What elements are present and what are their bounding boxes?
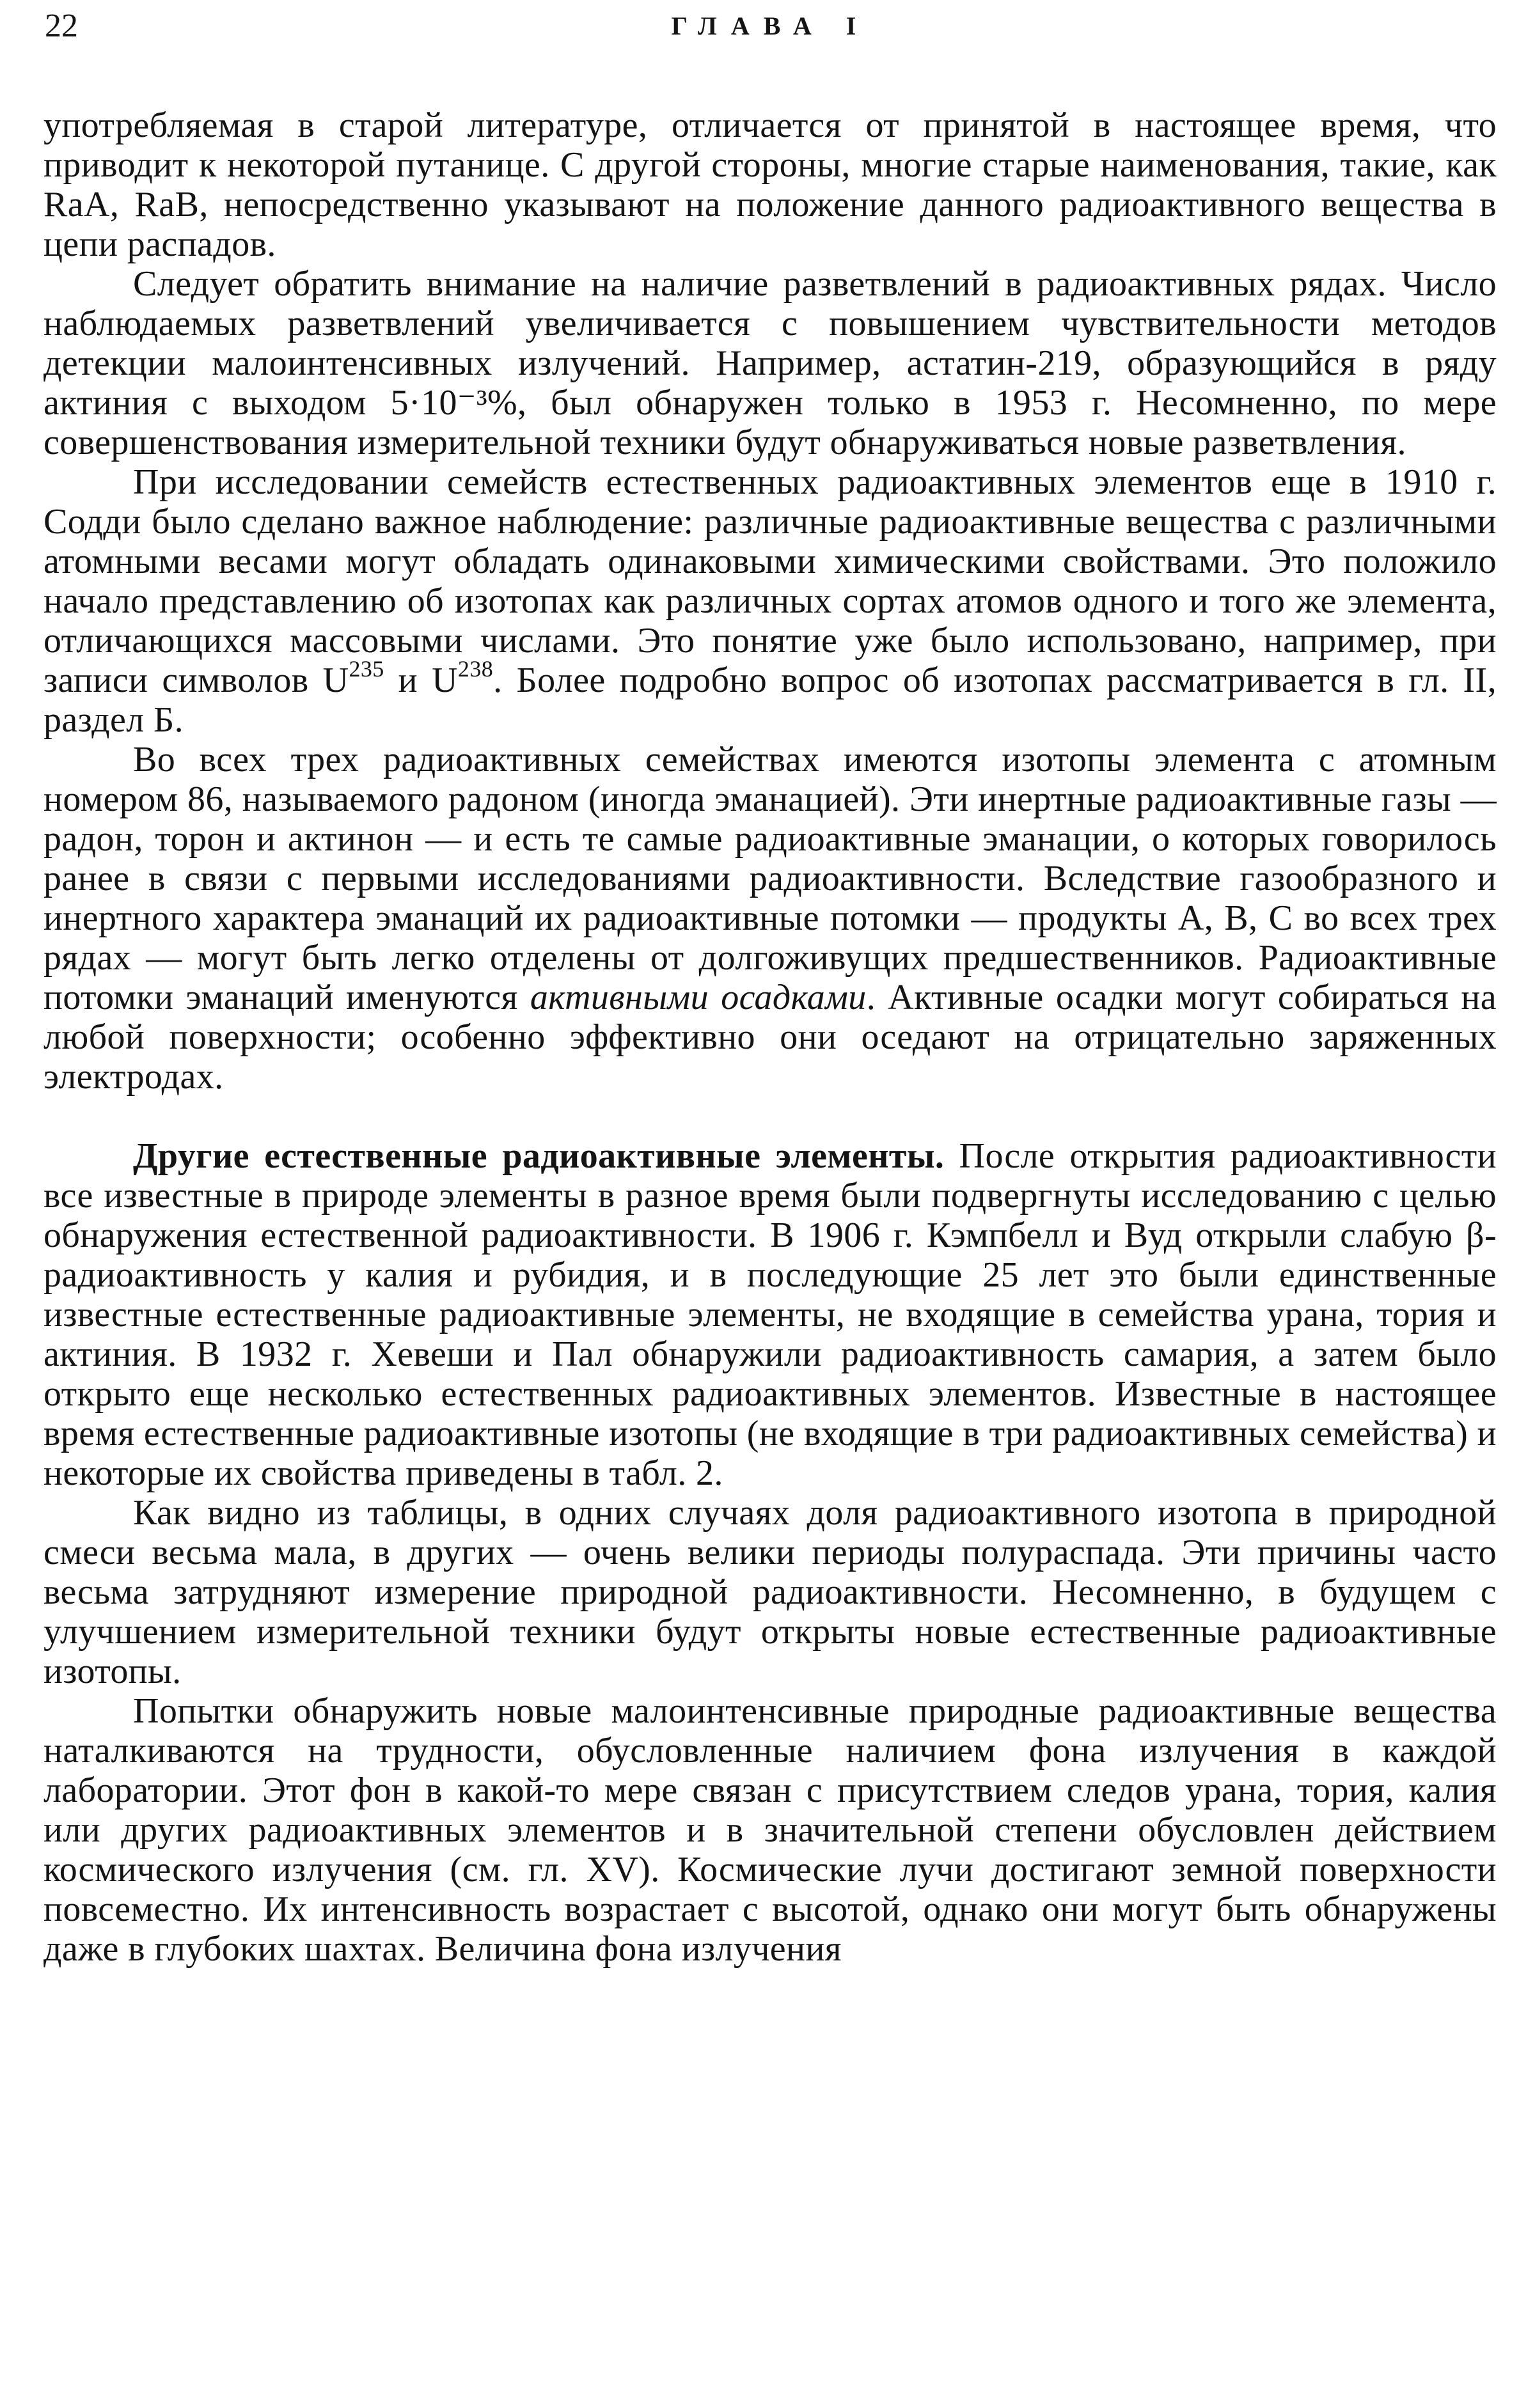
section-heading: Другие естественные радиоактивные элементы.	[133, 1136, 945, 1176]
paragraph-emanations	[43, 740, 1497, 1097]
paragraph-continuation: употребляемая в старой литературе, отличается от принятой в настоящее время, что приводит к некоторой путанице. С другой стороны, многие старые наименования, такие, как RaA, RaB, непосредственно указывают на положение данного радиоактивного вещества в цепи распадов.	[43, 106, 1497, 264]
paragraph-background: Попытки обнаружить новые малоинтенсивные природные радиоактивные вещества наталкиваются на трудности, обусловленные наличием фона излучения в каждой лаборатории. Этот фон в какой-то мере связан с присутствием следов урана, тория, калия или других радиоактивных элементов и в значительной степени обусловлен действием космического излучения (см. гл. XV). Космические лучи достигают земной поверхности повсеместно. Их интенсивность возрастает с высотой, однако они могут быть обнаружены даже в глубоких шахтах. Величина фона излучения	[43, 1691, 1497, 1969]
isotopes-text: При исследовании семейств естественных радиоактивных элементов еще в 1910 г. Содди было сделано важное наблюдение: различные радиоактивные вещества с различными атомными весами могут обладать одинаковыми химическими свойствами. Это положило начало представлению об изотопах как различных сортах атомов одного и того же элемента, отличающихся массовыми числами. Это понятие уже было использовано, например, при записи символов U	[43, 462, 1497, 700]
paragraph-isotopes	[43, 462, 1497, 740]
other-elements-text: После открытия радиоактивности все известные в природе элементы в разное время были подвергнуты исследованию с целью обнаружения естественной радиоактивности. В 1906 г. Кэмпбелл и Вуд открыли слабую β-радиоактивность у калия и рубидия, и в последующие 25 лет это были единственные известные естественные радиоактивные элементы, не входящие в семейства урана, тория и актиния. В 1932 г. Хевеши и Пал обнаружили радиоактивность самария, а затем было открыто еще несколько естественных радиоактивных элементов. Известные в настоящее время естественные радиоактивные изотопы (не входящие в три радиоактивных семейства) и некоторые их свойства приведены в табл. 2.	[43, 1136, 1497, 1493]
paragraph-other-elements	[43, 1136, 1497, 1493]
isotopes-text-middle: и U	[384, 661, 458, 700]
paragraph-table-discussion: Как видно из таблицы, в одних случаях доля радиоактивного изотопа в природной смеси весьма мала, в других — очень велики периоды полураспада. Эти причины часто весьма затрудняют измерение природной радиоактивности. Несомненно, в будущем с улучшением измерительной техники будут открыты новые естественные радиоактивные изотопы.	[43, 1493, 1497, 1691]
italic-term: активными осадками	[530, 978, 867, 1017]
text-body	[43, 106, 1497, 1969]
running-header	[45, 4, 1497, 49]
superscript-235: 235	[349, 656, 384, 682]
chapter-title: ГЛАВА I	[671, 12, 870, 40]
emanations-text: Во всех трех радиоактивных семействах имеются изотопы элемента с атомным номером 86, называемого радоном (иногда эманацией). Эти инертные радиоактивные газы — радон, торон и актинон — и есть те самые радиоактивные эманации, о которых говорилось ранее в связи с первыми исследованиями радиоактивности. Вследствие газообразного и инертного характера эманаций их радиоактивные потомки — продукты A, B, C во всех трех рядах — могут быть легко отделены от долгоживущих предшественников. Радиоактивные потомки эманаций именуются	[43, 740, 1497, 1017]
emanations-text-end: . Активные осадки могут собираться на любой поверхности; особенно эффективно они оседают на отрицательно заряженных электродах.	[43, 978, 1497, 1097]
paragraph-branching: Следует обратить внимание на наличие разветвлений в радиоактивных рядах. Число наблюдаемых разветвлений увеличивается с повышением чувствительности методов детекции малоинтенсивных излучений. Например, астатин-219, образующийся в ряду актиния с выходом 5·10⁻³%, был обнаружен только в 1953 г. Несомненно, по мере совершенствования измерительной техники будут обнаруживаться новые разветвления.	[43, 264, 1497, 462]
page-number: 22	[45, 8, 78, 44]
superscript-238: 238	[457, 656, 494, 682]
isotopes-text-end: . Более подробно вопрос об изотопах рассматривается в гл. II, раздел Б.	[43, 661, 1497, 740]
